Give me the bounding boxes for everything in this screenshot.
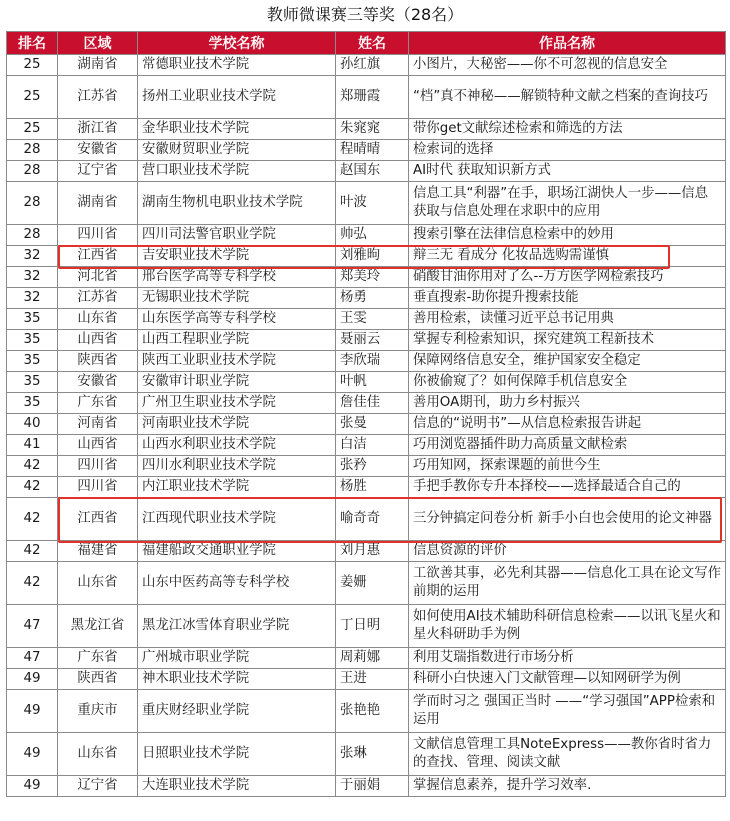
cell-name: 丁日明	[336, 605, 409, 648]
cell-rank: 42	[7, 498, 58, 541]
col-header-region: 区域	[58, 32, 138, 55]
cell-work: 保障网络信息安全，维护国家安全稳定	[409, 351, 726, 372]
cell-name: 张琳	[336, 733, 409, 776]
cell-work: 硝酸甘油你用对了么--万方医学网检索技巧	[409, 267, 726, 288]
cell-rank: 32	[7, 246, 58, 267]
cell-work: 文献信息管理工具NoteExpress——教你省时省力的查找、管理、阅读文献	[409, 733, 726, 776]
cell-rank: 42	[7, 477, 58, 498]
table-row	[7, 309, 726, 330]
cell-work: 信息的“说明书”—从信息检索报告讲起	[409, 414, 726, 435]
cell-region: 江西省	[58, 498, 138, 541]
table-row	[7, 182, 726, 225]
table-row	[7, 119, 726, 140]
cell-rank: 32	[7, 267, 58, 288]
cell-school: 山东医学高等专科学校	[138, 309, 336, 330]
cell-work: 手把手教你专升本择校——选择最适合自己的	[409, 477, 726, 498]
cell-rank: 49	[7, 733, 58, 776]
cell-region: 四川省	[58, 225, 138, 246]
table-row	[7, 225, 726, 246]
table-row	[7, 690, 726, 733]
cell-school: 吉安职业技术学院	[138, 246, 336, 267]
cell-school: 安徽审计职业学院	[138, 372, 336, 393]
cell-name: 朱窕窕	[336, 119, 409, 140]
cell-rank: 42	[7, 562, 58, 605]
table-row	[7, 733, 726, 776]
cell-rank: 49	[7, 690, 58, 733]
cell-name: 张曼	[336, 414, 409, 435]
cell-school: 邢台医学高等专科学校	[138, 267, 336, 288]
cell-region: 四川省	[58, 456, 138, 477]
cell-school: 广州城市职业学院	[138, 648, 336, 669]
cell-rank: 28	[7, 140, 58, 161]
col-header-school: 学校名称	[138, 32, 336, 55]
cell-rank: 49	[7, 669, 58, 690]
cell-rank: 35	[7, 351, 58, 372]
cell-rank: 47	[7, 605, 58, 648]
table-row	[7, 414, 726, 435]
cell-rank: 42	[7, 456, 58, 477]
cell-rank: 28	[7, 225, 58, 246]
cell-region: 辽宁省	[58, 161, 138, 182]
table-row	[7, 267, 726, 288]
cell-work: 科研小白快速入门文献管理—以知网研学为例	[409, 669, 726, 690]
cell-name: 刘月惠	[336, 541, 409, 562]
table-row	[7, 161, 726, 182]
cell-region: 广东省	[58, 648, 138, 669]
cell-work: 垂直搜索-助你提升搜索技能	[409, 288, 726, 309]
cell-name: 白洁	[336, 435, 409, 456]
cell-name: 王雯	[336, 309, 409, 330]
cell-school: 无锡职业技术学院	[138, 288, 336, 309]
table-row	[7, 330, 726, 351]
col-header-work: 作品名称	[409, 32, 726, 55]
cell-region: 安徽省	[58, 372, 138, 393]
cell-rank: 28	[7, 182, 58, 225]
cell-name: 聂丽云	[336, 330, 409, 351]
cell-rank: 47	[7, 648, 58, 669]
cell-region: 江苏省	[58, 76, 138, 119]
table-row	[7, 351, 726, 372]
cell-name: 李欣瑞	[336, 351, 409, 372]
cell-name: 张艳艳	[336, 690, 409, 733]
cell-school: 黑龙江冰雪体育职业学院	[138, 605, 336, 648]
cell-school: 四川水利职业技术学院	[138, 456, 336, 477]
cell-work: 信息工具“利器”在手，职场江湖快人一步——信息获取与信息处理在求职中的应用	[409, 182, 726, 225]
cell-rank: 35	[7, 372, 58, 393]
table-row	[7, 456, 726, 477]
cell-region: 河北省	[58, 267, 138, 288]
cell-name: 刘雅昫	[336, 246, 409, 267]
cell-work: 带你get文献综述检索和筛选的方法	[409, 119, 726, 140]
table-row	[7, 776, 726, 797]
cell-name: 程晴晴	[336, 140, 409, 161]
cell-name: 郑珊霞	[336, 76, 409, 119]
table-row	[7, 372, 726, 393]
cell-region: 广东省	[58, 393, 138, 414]
cell-work: 检索词的选择	[409, 140, 726, 161]
cell-school: 重庆财经职业学院	[138, 690, 336, 733]
cell-work: 掌握信息素养，提升学习效率.	[409, 776, 726, 797]
cell-school: 山东中医药高等专科学校	[138, 562, 336, 605]
cell-school: 江西现代职业技术学院	[138, 498, 336, 541]
cell-school: 大连职业技术学院	[138, 776, 336, 797]
cell-school: 内江职业技术学院	[138, 477, 336, 498]
cell-region: 四川省	[58, 477, 138, 498]
table-row	[7, 393, 726, 414]
cell-region: 湖南省	[58, 182, 138, 225]
cell-work: 信息资源的评价	[409, 541, 726, 562]
cell-name: 喻奇奇	[336, 498, 409, 541]
cell-region: 山西省	[58, 330, 138, 351]
cell-name: 叶波	[336, 182, 409, 225]
table-row	[7, 669, 726, 690]
col-header-name: 姓名	[336, 32, 409, 55]
cell-work: 工欲善其事，必先利其器——信息化工具在论文写作前期的运用	[409, 562, 726, 605]
table-row	[7, 477, 726, 498]
table-row	[7, 76, 726, 119]
cell-rank: 35	[7, 393, 58, 414]
table-row	[7, 140, 726, 161]
table-row	[7, 498, 726, 541]
cell-region: 黑龙江省	[58, 605, 138, 648]
awards-table	[6, 31, 726, 797]
cell-region: 山东省	[58, 562, 138, 605]
cell-work: 搜索引擎在法律信息检索中的妙用	[409, 225, 726, 246]
table-title: 教师微课赛三等奖（28名）	[266, 5, 464, 24]
cell-rank: 25	[7, 55, 58, 76]
cell-rank: 41	[7, 435, 58, 456]
cell-school: 湖南生物机电职业技术学院	[138, 182, 336, 225]
table-row	[7, 435, 726, 456]
cell-work: 学而时习之 强国正当时 ——“学习强国”APP检索和运用	[409, 690, 726, 733]
cell-name: 詹佳佳	[336, 393, 409, 414]
table-row	[7, 648, 726, 669]
cell-region: 浙江省	[58, 119, 138, 140]
cell-name: 叶帆	[336, 372, 409, 393]
cell-region: 辽宁省	[58, 776, 138, 797]
cell-region: 江西省	[58, 246, 138, 267]
cell-rank: 42	[7, 541, 58, 562]
cell-name: 郑美玲	[336, 267, 409, 288]
cell-name: 周莉娜	[336, 648, 409, 669]
cell-rank: 35	[7, 309, 58, 330]
cell-region: 山西省	[58, 435, 138, 456]
cell-name: 赵国东	[336, 161, 409, 182]
table-row	[7, 605, 726, 648]
table-row	[7, 288, 726, 309]
cell-name: 于丽娟	[336, 776, 409, 797]
cell-work: 巧用知网，探索课题的前世今生	[409, 456, 726, 477]
cell-region: 陕西省	[58, 351, 138, 372]
cell-school: 山西工程职业学院	[138, 330, 336, 351]
table-row	[7, 55, 726, 76]
cell-rank: 35	[7, 330, 58, 351]
cell-school: 安徽财贸职业学院	[138, 140, 336, 161]
cell-name: 姜姗	[336, 562, 409, 605]
cell-work: AI时代 获取知识新方式	[409, 161, 726, 182]
table-row	[7, 246, 726, 267]
cell-work: 掌握专利检索知识，探究建筑工程新技术	[409, 330, 726, 351]
table-body	[7, 55, 726, 797]
table-row	[7, 562, 726, 605]
cell-region: 陕西省	[58, 669, 138, 690]
cell-name: 杨胜	[336, 477, 409, 498]
cell-school: 福建船政交通职业学院	[138, 541, 336, 562]
cell-work: 你被偷窥了？如何保障手机信息安全	[409, 372, 726, 393]
cell-region: 山东省	[58, 733, 138, 776]
col-header-rank: 排名	[7, 32, 58, 55]
cell-school: 广州卫生职业技术学院	[138, 393, 336, 414]
cell-rank: 25	[7, 119, 58, 140]
cell-rank: 28	[7, 161, 58, 182]
cell-work: 小图片，大秘密——你不可忽视的信息安全	[409, 55, 726, 76]
header-row	[7, 32, 726, 55]
cell-work: 如何使用AI技术辅助科研信息检索——以讯飞星火和星火科研助手为例	[409, 605, 726, 648]
cell-region: 重庆市	[58, 690, 138, 733]
cell-region: 江苏省	[58, 288, 138, 309]
cell-school: 常德职业技术学院	[138, 55, 336, 76]
cell-work: “档”真不神秘——解锁特种文献之档案的查询技巧	[409, 76, 726, 119]
cell-rank: 49	[7, 776, 58, 797]
cell-rank: 25	[7, 76, 58, 119]
table-row	[7, 541, 726, 562]
cell-name: 杨勇	[336, 288, 409, 309]
cell-school: 扬州工业职业技术学院	[138, 76, 336, 119]
cell-name: 孙红旗	[336, 55, 409, 76]
cell-work: 善用OA期刊，助力乡村振兴	[409, 393, 726, 414]
cell-school: 神木职业技术学院	[138, 669, 336, 690]
cell-work: 辩三无 看成分 化妆品选购需谨慎	[409, 246, 726, 267]
cell-region: 山东省	[58, 309, 138, 330]
cell-school: 日照职业技术学院	[138, 733, 336, 776]
cell-region: 河南省	[58, 414, 138, 435]
cell-school: 河南职业技术学院	[138, 414, 336, 435]
cell-work: 巧用浏览器插件助力高质量文献检索	[409, 435, 726, 456]
cell-region: 安徽省	[58, 140, 138, 161]
cell-region: 湖南省	[58, 55, 138, 76]
cell-work: 善用检索，读懂习近平总书记用典	[409, 309, 726, 330]
cell-work: 利用艾瑞指数进行市场分析	[409, 648, 726, 669]
cell-school: 营口职业技术学院	[138, 161, 336, 182]
cell-school: 金华职业技术学院	[138, 119, 336, 140]
cell-rank: 32	[7, 288, 58, 309]
cell-name: 张矜	[336, 456, 409, 477]
cell-name: 王进	[336, 669, 409, 690]
cell-rank: 40	[7, 414, 58, 435]
cell-work: 三分钟搞定问卷分析 新手小白也会使用的论文神器	[409, 498, 726, 541]
cell-region: 福建省	[58, 541, 138, 562]
cell-name: 帅弘	[336, 225, 409, 246]
cell-school: 陕西工业职业技术学院	[138, 351, 336, 372]
cell-school: 四川司法警官职业学院	[138, 225, 336, 246]
cell-school: 山西水利职业技术学院	[138, 435, 336, 456]
